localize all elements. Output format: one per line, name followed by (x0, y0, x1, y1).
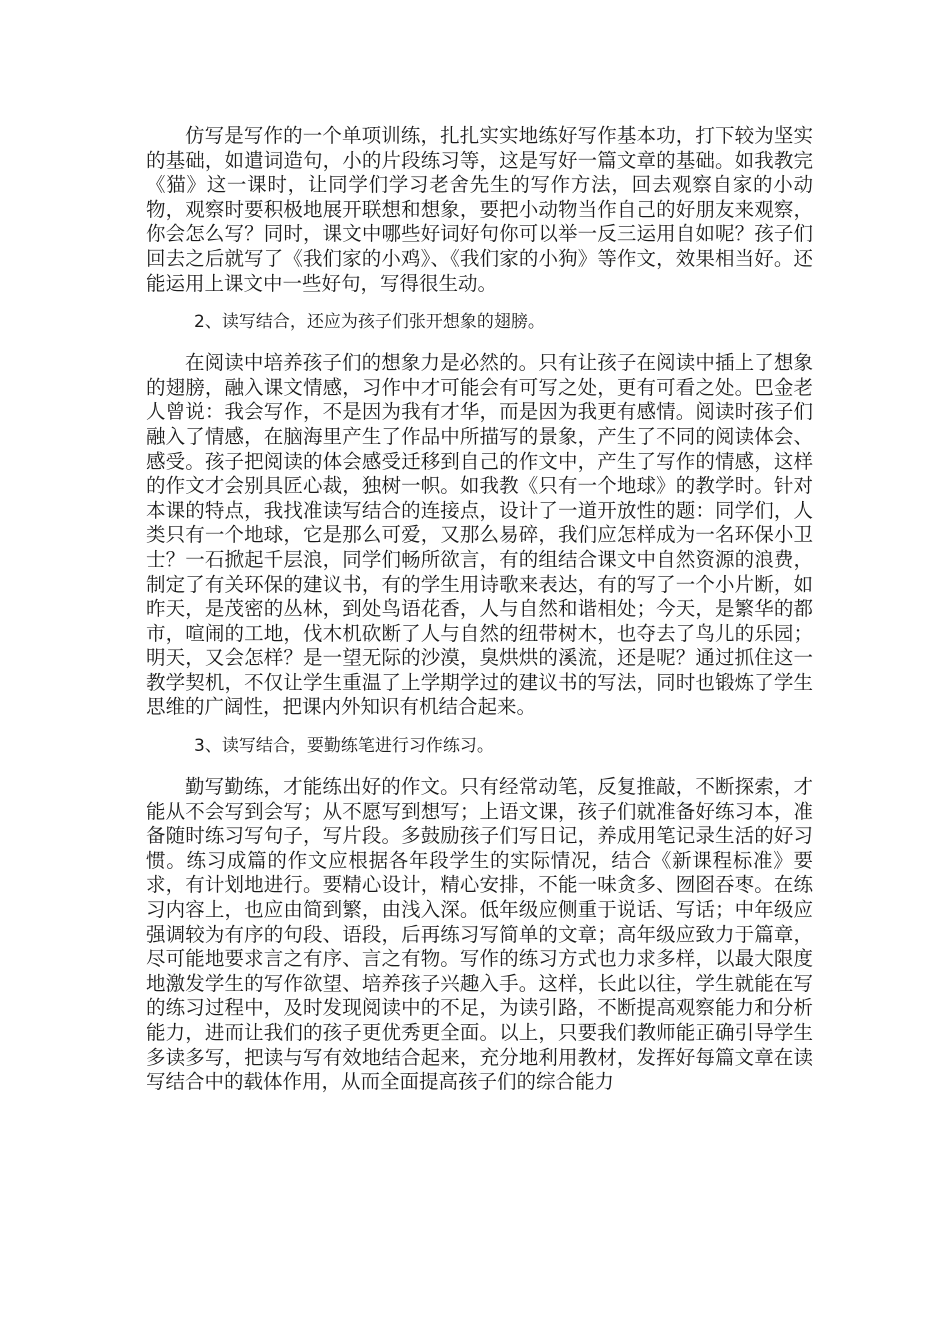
document-body (146, 124, 813, 1095)
paragraph-practice: 勤写勤练，才能练出好的作文。只有经常动笔，反复推敲，不断探索，才能从不会写到会写；从不愿写到想写；上语文课，孩子们就准备好练习本，准备随时练习写句子，写片段。多鼓励孩子们写日记，养成用笔记录生活的好习惯。练习成篇的作文应根据各年段学生的实际情况，结合《新课程标准》要求，有计划地进行。要精心设计，精心安排，不能一味贪多、囫囵吞枣。在练习内容上，也应由简到繁，由浅入深。低年级应侧重于说话、写话；中年级应强调较为有序的句段、语段，后再练习写简单的文章；高年级应致力于篇章，尽可能地要求言之有序、言之有物。写作的练习方式也力求多样，以最大限度地激发学生的写作欲望、培养孩子兴趣入手。这样，长此以往，学生就能在写的练习过程中，及时发现阅读中的不足，为读引路，不断提高观察能力和分析能力，进而让我们的孩子更优秀更全面。以上，只要我们教师能正确引导学生多读多写，把读与写有效地结合起来，充分地利用教材，发挥好每篇文章在读写结合中的载体作用，从而全面提高孩子们的综合能力 (146, 775, 813, 1094)
section-heading-3: 3、读写结合，要勤练笔进行习作练习。 (194, 736, 494, 757)
paragraph-imagination: 在阅读中培养孩子们的想象力是必然的。只有让孩子在阅读中插上了想象的翅膀，融入课文情感，习作中才可能会有可写之处，更有可看之处。巴金老人曾说：我会写作，不是因为我有才华，而是因为我更有感情。阅读时孩子们融入了情感，在脑海里产生了作品中所描写的景象，产生了不同的阅读体会、感受。孩子把阅读的体会感受迁移到自己的作文中，产生了写作的情感，这样的作文才会别具匠心裁，独树一帜。如我教《只有一个地球》的教学时。针对本课的特点，我找准读写结合的连接点，设计了一道开放性的题：同学们，人类只有一个地球，它是那么可爱，又那么易碎，我们应怎样成为一名环保小卫士？一石掀起千层浪，同学们畅所欲言，有的组结合课文中自然资源的浪费，制定了有关环保的建议书，有的学生用诗歌来表达，有的写了一个小片断，如昨天，是茂密的丛林，到处鸟语花香，人与自然和谐相处；今天，是繁华的都市，喧闹的工地，伐木机砍断了人与自然的纽带树木，也夺去了鸟儿的乐园；明天，又会怎样？是一望无际的沙漠，臭烘烘的溪流，还是呢？通过抓住这一教学契机，不仅让学生重温了上学期学过的建议书的写法，同时也锻炼了学生思维的广阔性，把课内外知识有机结合起来。 (146, 351, 813, 719)
spacer (146, 758, 813, 775)
spacer (146, 720, 813, 734)
paragraph-imitation-writing: 仿写是写作的一个单项训练，扎扎实实地练好写作基本功，打下较为坚实的基础，如遣词造句，小的片段练习等，这是写好一篇文章的基础。如我教完《猫》这一课时，让同学们学习老舍先生的写作方法，回去观察自家的小动物，观察时要积极地展开联想和想象，要把小动物当作自己的好朋友来观察，你会怎么写？同时，课文中哪些好词好句你可以举一反三运用自如呢？孩子们回去之后就写了《我们家的小鸡》、《我们家的小狗》等作文，效果相当好。还能运用上课文中一些好句，写得很生动。 (146, 124, 813, 295)
section-heading-2: 2、读写结合，还应为孩子们张开想象的翅膀。 (194, 312, 545, 333)
spacer (146, 296, 813, 310)
spacer (146, 334, 813, 351)
